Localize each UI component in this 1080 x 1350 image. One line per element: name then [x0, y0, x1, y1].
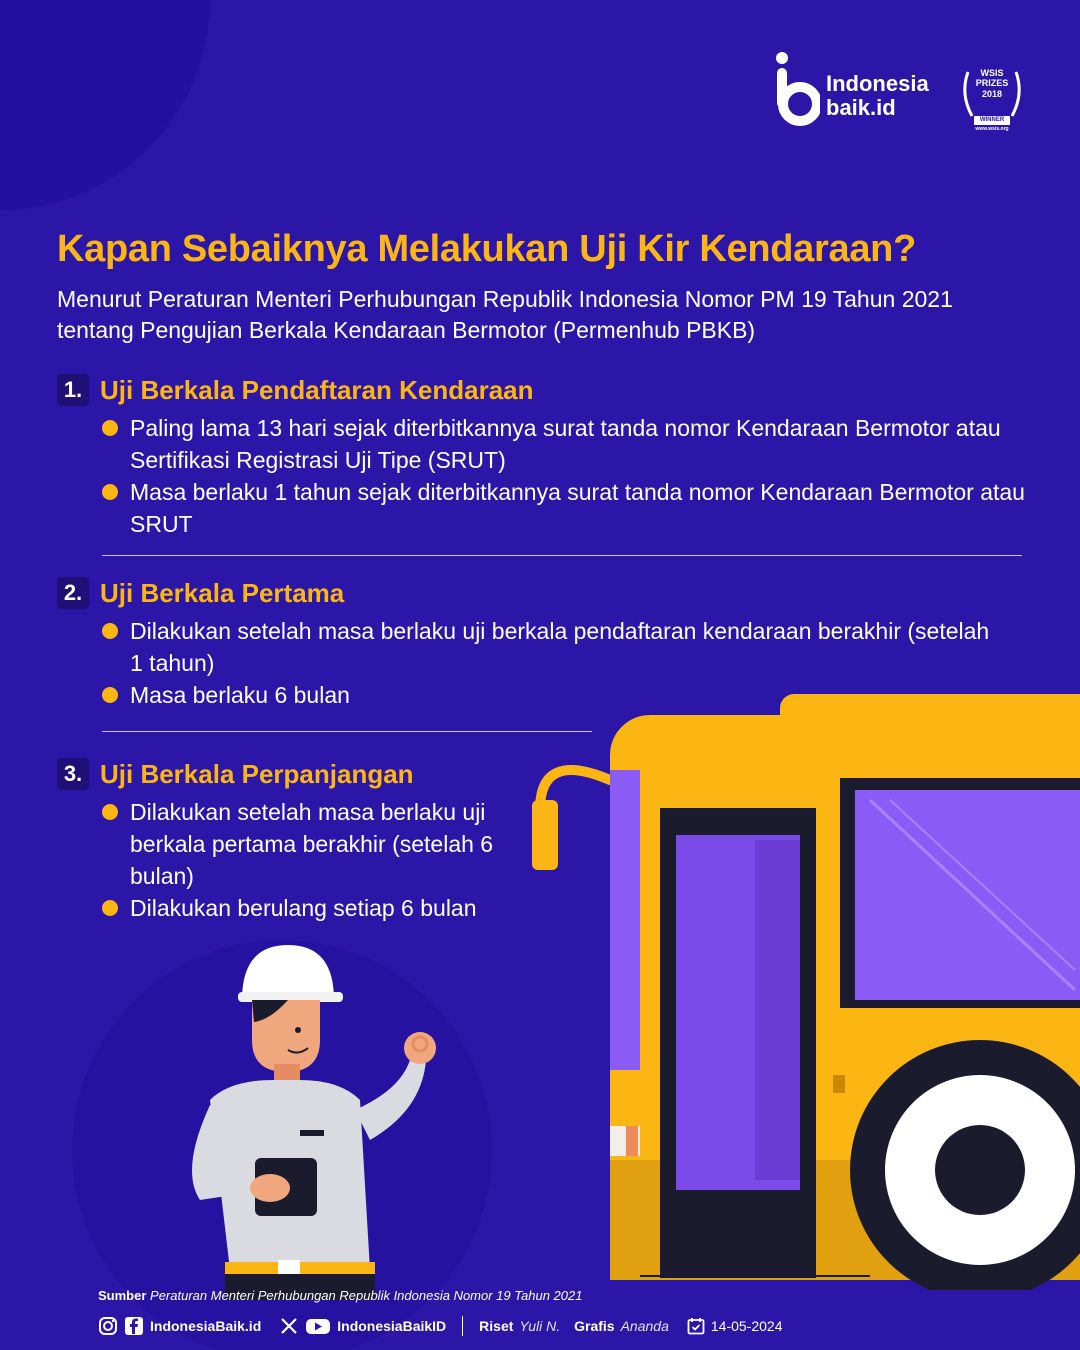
- social-handle-1[interactable]: IndonesiaBaik.id: [150, 1318, 262, 1334]
- bus-illustration: [530, 690, 1080, 1290]
- bullet-dot-icon: [102, 804, 118, 820]
- calendar-check-icon: [687, 1317, 705, 1335]
- section-title: Uji Berkala Perpanjangan: [100, 759, 414, 789]
- social-bar: [98, 1315, 783, 1337]
- bullet-text: Masa berlaku 6 bulan: [130, 682, 350, 708]
- riset-label: Riset: [479, 1318, 514, 1334]
- section-title: Uji Berkala Pertama: [100, 578, 345, 608]
- indonesiabaik-b-icon: [772, 50, 820, 126]
- bullet-dot-icon: [102, 687, 118, 703]
- page-subtitle: Menurut Peraturan Menteri Perhubungan Republik Indonesia Nomor PM 19 Tahun 2021 tentang Pengujian Berkala Kendaraan Bermotor (Permenhub PBKB): [57, 286, 953, 343]
- list-item: [102, 412, 1037, 476]
- bullet-dot-icon: [102, 900, 118, 916]
- publish-date: 14-05-2024: [710, 1318, 783, 1334]
- x-twitter-icon[interactable]: [279, 1316, 299, 1336]
- bullet-list: [102, 796, 522, 924]
- section-title: Uji Berkala Pendaftaran Kendaraan: [100, 375, 534, 405]
- brand-name-line2: baik.id: [826, 95, 896, 120]
- list-item: [102, 476, 1037, 540]
- brand-name-line1: Indonesia: [826, 71, 929, 96]
- list-item: [102, 615, 1002, 679]
- list-item: [102, 892, 522, 924]
- bullet-text: Masa berlaku 1 tahun sejak diterbitkannya surat tanda nomor Kendaraan Bermotor atau SRUT: [130, 479, 1025, 537]
- prize-year: 2018: [981, 89, 1003, 99]
- grafis-name: Ananda: [620, 1318, 669, 1334]
- bullet-text: Paling lama 13 hari sejak diterbitkannya surat tanda nomor Kendaraan Bermotor atau Sertifikasi Registrasi Uji Tipe (SRUT): [130, 415, 1001, 473]
- decorative-circle-top-left: [0, 0, 210, 210]
- bullet-list: [102, 412, 1037, 540]
- bullet-text: Dilakukan setelah masa berlaku uji berkala pendaftaran kendaraan berakhir (setelah 1 tahun): [130, 618, 990, 676]
- wsis-prize-badge: [958, 64, 1026, 130]
- divider: [102, 731, 592, 732]
- brand-logo: [772, 50, 1032, 135]
- source-line: [98, 1288, 998, 1303]
- footer-separator: [462, 1316, 463, 1336]
- source-text: Peraturan Menteri Perhubungan Republik Indonesia Nomor 19 Tahun 2021: [150, 1288, 583, 1303]
- section-number: 2.: [57, 577, 89, 609]
- bullet-dot-icon: [102, 623, 118, 639]
- prize-line2: PRIZES: [975, 78, 1009, 88]
- page-title: Kapan Sebaiknya Melakukan Uji Kir Kendaraan?: [57, 228, 916, 270]
- social-handle-2[interactable]: IndonesiaBaikID: [337, 1318, 447, 1334]
- instagram-icon[interactable]: [98, 1316, 118, 1336]
- source-label: Sumber: [98, 1288, 147, 1303]
- list-item: [102, 796, 522, 892]
- bullet-text: Dilakukan berulang setiap 6 bulan: [130, 895, 477, 921]
- divider: [102, 555, 1022, 556]
- bullet-dot-icon: [102, 484, 118, 500]
- bullet-dot-icon: [102, 420, 118, 436]
- section-number: 3.: [57, 758, 89, 790]
- section-number: 1.: [57, 374, 89, 406]
- brand-name: [826, 72, 929, 120]
- footer: [98, 1288, 998, 1334]
- bullet-text: Dilakukan setelah masa berlaku uji berkala pertama berakhir (setelah 6 bulan): [130, 799, 494, 889]
- prize-line1: WSIS: [980, 68, 1004, 78]
- worker-illustration: [170, 940, 450, 1300]
- prize-badge: WINNER: [979, 117, 1005, 123]
- riset-name: Yuli N.: [519, 1318, 561, 1334]
- youtube-icon[interactable]: [305, 1316, 331, 1336]
- grafis-label: Grafis: [574, 1318, 615, 1334]
- prize-url: www.wsis.org: [975, 126, 1009, 132]
- facebook-icon[interactable]: [124, 1316, 144, 1336]
